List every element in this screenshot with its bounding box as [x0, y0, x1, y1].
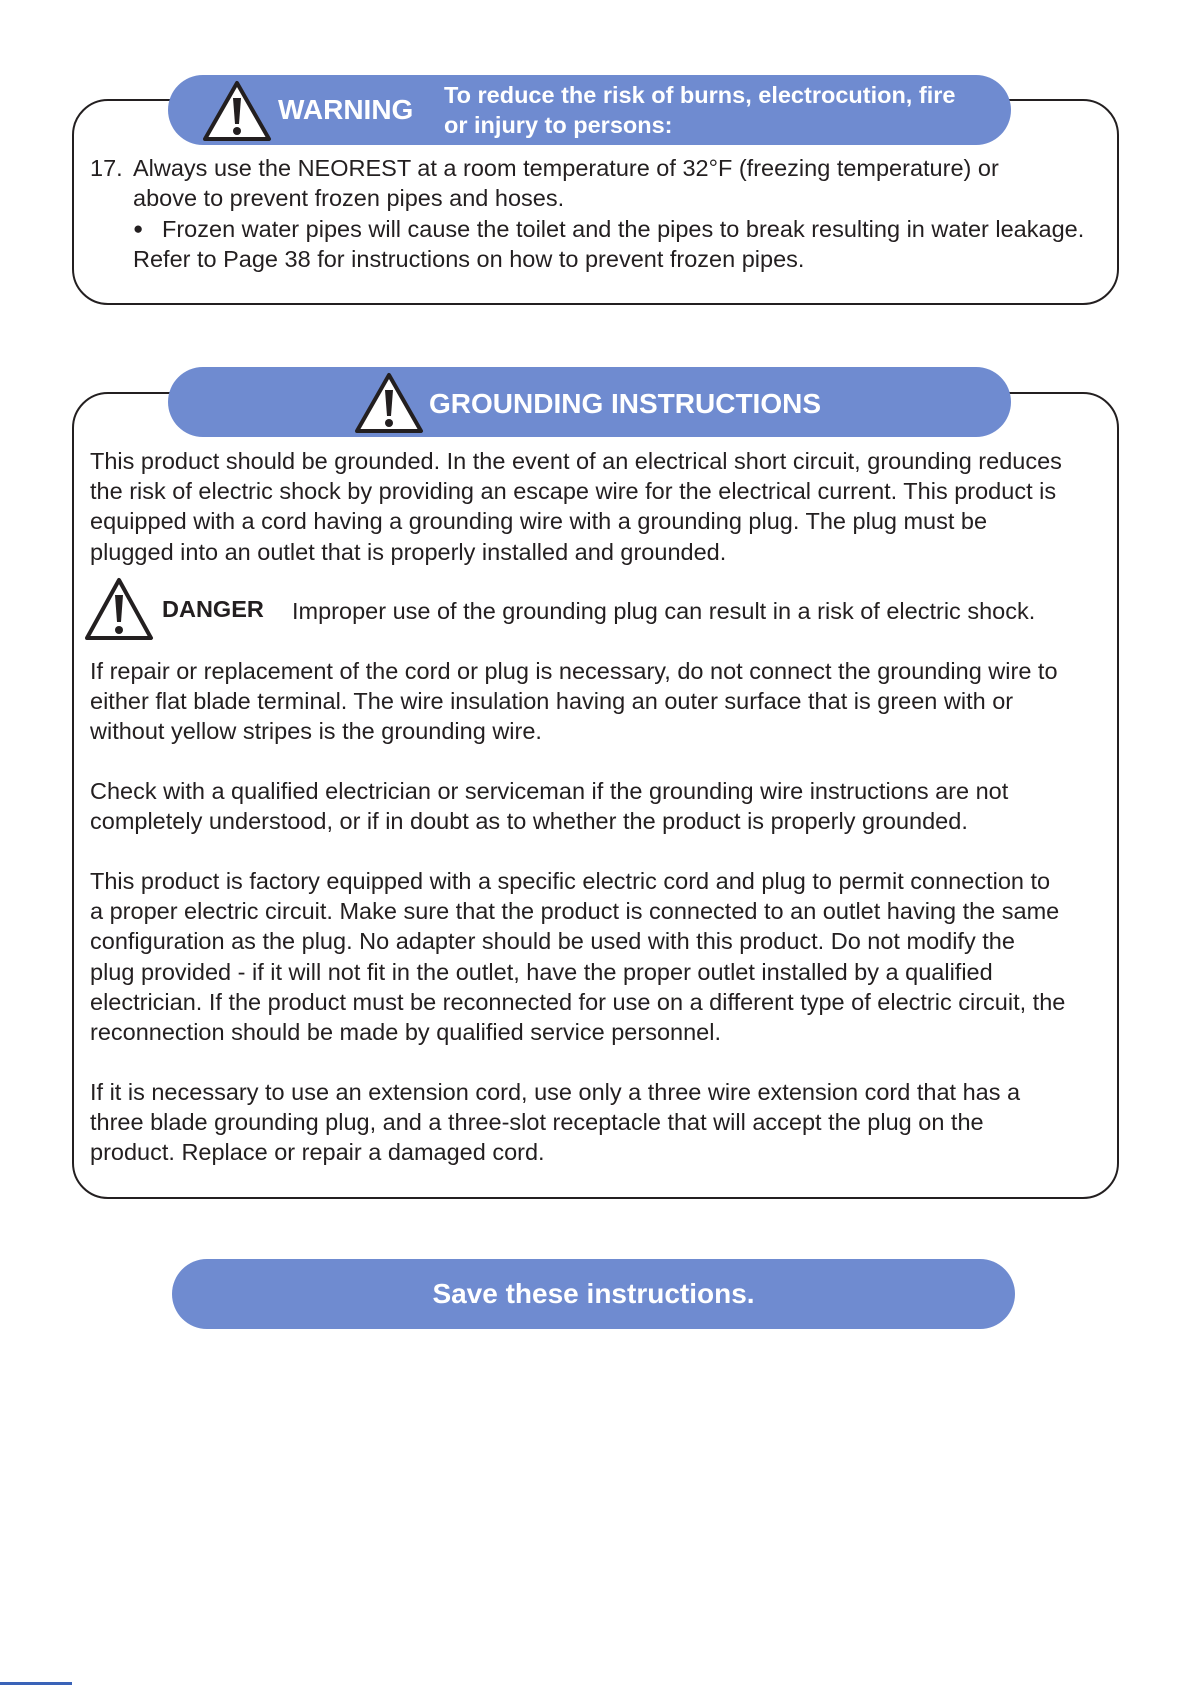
grounding-title: GROUNDING INSTRUCTIONS: [429, 388, 821, 419]
warning-label: WARNING: [278, 94, 414, 125]
warning-item-number: 17.: [90, 155, 123, 181]
paragraph-line: This product is factory equipped with a specific electric cord and plug to permit connection to: [90, 868, 1051, 894]
grounding-paragraph-5: [90, 1077, 1020, 1168]
warning-refer-text: Refer to Page 38 for instructions on how to prevent frozen pipes.: [133, 246, 805, 272]
paragraph-line: completely understood, or if in doubt as to whether the product is properly grounded.: [90, 808, 968, 835]
warning-triangle-icon: [354, 372, 424, 434]
paragraph-line: the risk of electric shock by providing an escape wire for the electrical current. This product is: [90, 478, 1057, 505]
grounding-paragraph-2: [90, 656, 1058, 747]
danger-triangle-icon: [84, 577, 154, 641]
warning-item-line: Always use the NEOREST at a room temperature of 32°F (freezing temperature) or: [133, 155, 999, 181]
warning-triangle-icon: [202, 80, 272, 142]
warning-message: [444, 80, 955, 140]
paragraph-line: This product should be grounded. In the event of an electrical short circuit, grounding reduces: [90, 448, 1062, 474]
paragraph-line: either flat blade terminal. The wire insulation having an outer surface that is green with or: [90, 688, 1014, 715]
paragraph-line: three blade grounding plug, and a three-slot receptacle that will accept the plug on the: [90, 1109, 984, 1136]
paragraph-line: equipped with a cord having a grounding wire with a grounding plug. The plug must be: [90, 508, 988, 535]
paragraph-line: plug provided - if it will not fit in the outlet, have the proper outlet installed by a qualified: [90, 958, 993, 985]
grounding-paragraph-3: [90, 776, 1008, 836]
warning-banner: [168, 75, 1011, 145]
danger-text: Improper use of the grounding plug can result in a risk of electric shock.: [292, 598, 1036, 624]
paragraph-line: If repair or replacement of the cord or plug is necessary, do not connect the grounding wire to: [90, 658, 1058, 684]
paragraph-line: without yellow stripes is the grounding wire.: [90, 718, 542, 745]
save-instructions-text: Save these instructions.: [432, 1278, 755, 1309]
paragraph-line: a proper electric circuit. Make sure that the product is connected to an outlet having the same: [90, 898, 1060, 925]
grounding-banner: [168, 367, 1011, 437]
paragraph-line: reconnection should be made by qualified service personnel.: [90, 1019, 721, 1046]
danger-label: DANGER: [162, 596, 264, 622]
paragraph-line: If it is necessary to use an extension cord, use only a three wire extension cord that has a: [90, 1079, 1021, 1105]
paragraph-line: electrician. If the product must be reconnected for use on a different type of electric circuit, the: [90, 988, 1066, 1015]
save-instructions-banner: [172, 1259, 1015, 1329]
warning-item-line: above to prevent frozen pipes and hoses.: [133, 185, 565, 211]
paragraph-line: plugged into an outlet that is properly installed and grounded.: [90, 538, 727, 565]
paragraph-line: Check with a qualified electrician or serviceman if the grounding wire instructions are not: [90, 778, 1009, 804]
warning-message-line: To reduce the risk of burns, electrocution, fire: [444, 82, 956, 108]
grounding-paragraph-1: [90, 446, 1062, 567]
grounding-paragraph-4: [90, 866, 1065, 1047]
warning-bullet-text: Frozen water pipes will cause the toilet and the pipes to break resulting in water leakage.: [162, 216, 1085, 242]
paragraph-line: product. Replace or repair a damaged cord.: [90, 1139, 545, 1166]
bullet-icon: ●: [133, 219, 144, 238]
paragraph-line: configuration as the plug. No adapter should be used with this product. Do not modify the: [90, 928, 1015, 955]
warning-message-line: or injury to persons:: [444, 112, 673, 138]
